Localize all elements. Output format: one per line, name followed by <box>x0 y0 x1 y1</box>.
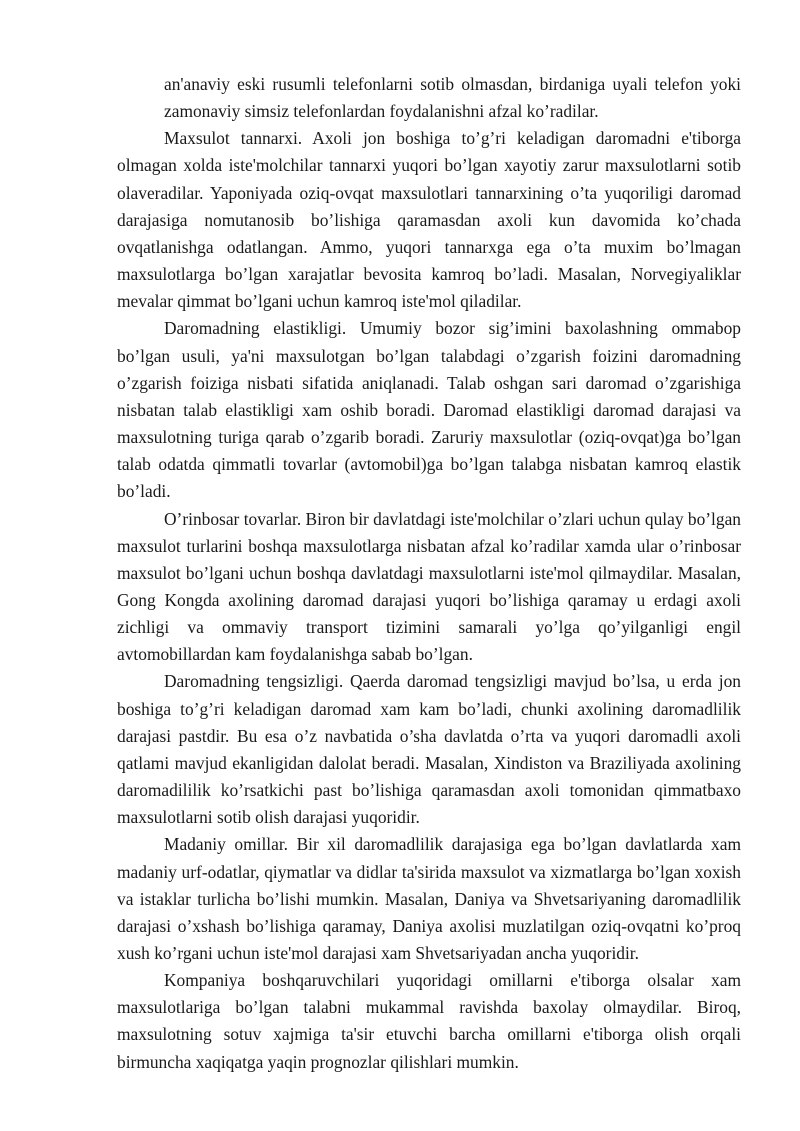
paragraph-cultural-factors: Madaniy omillar. Bir xil daromadlilik darajasiga ega bo’lgan davlatlarda xam madaniy urf-odatlar, qiymatlar va didlar ta'sirida maxsulot va xizmatlarga bo’lgan xoxish va istaklar turlicha bo’lishi mumkin. Masalan, Daniya va Shvetsariyaning daromadlilik darajasi o’xshash bo’lishiga qaramay, Daniya axolisi muzlatilgan oziq-ovqatni ko’proq xush ko’rgani uchun iste'mol darajasi xam Shvetsariyadan ancha yuqoridir. <box>117 834 741 963</box>
paragraph-income-inequality: Daromadning tengsizligi. Qaerda daromad tengsizligi mavjud bo’lsa, u erda jon boshiga to’g’ri keladigan daromad xam kam bo’ladi, chunki axolining daromadlilik darajasi pastdir. Bu esa o’z navbatida o’sha davlatda o’rta va yuqori daromadli axoli qatlami mavjud ekanligidan dalolat beradi. Masalan, Xindiston va Braziliyada axolining daromadililik ko’rsatkichi past bo’lishiga qaramasdan axoli tomonidan qimmatbaxo maxsulotlarni sotib olish darajasi yuqoridir. <box>117 671 741 828</box>
paragraph-conclusion: Kompaniya boshqaruvchilari yuqoridagi omillarni e'tiborga olsalar xam maxsulotlariga bo’lgan talabni mukammal ravishda baxolay olmaydilar. Biroq, maxsulotning sotuv xajmiga ta'sir etuvchi barcha omillarni e'tiborga olish orqali birmuncha xaqiqatga yaqin prognozlar qilishlari mumkin. <box>117 970 741 1072</box>
paragraph-substitute-goods: O’rinbosar tovarlar. Biron bir davlatdagi iste'molchilar o’zlari uchun qulay bo’lgan maxsulot turlarini boshqa maxsulotlarga nisbatan afzal ko’radilar xamda ular o’rinbosar maxsulot bo’lgani uchun boshqa davlatdagi maxsulotlarni iste'mol qilmaydilar. Masalan, Gong Kongda axolining daromad darajasi yuqori bo’lishiga qaramay u erdagi axoli zichligi va ommaviy transport tizimini samarali yo’lga qo’yilganligi engil avtomobillardan kam foydalanishga sabab bo’lgan. <box>117 508 741 665</box>
paragraph-income-elasticity: Daromadning elastikligi. Umumiy bozor sig’imini baxolashning ommabop bo’lgan usuli, ya'ni maxsulotgan bo’lgan talabdagi o’zgarish foizini daromadning o’zgarish foiziga nisbati sifatida aniqlanadi. Talab oshgan sari daromad o’zgarishiga nisbatan talab elastikligi xam oshib boradi. Daromad elastikligi daromad darajasi va maxsulotning turiga qarab o’zgarib boradi. Zaruriy maxsulotlar (oziq-ovqat)ga bo’lgan talab odatda qimmatli tovarlar (avtomobil)ga bo’lgan talabga nisbatan kamroq elastik bo’ladi. <box>117 318 741 502</box>
paragraph-continuation: an'anaviy eski rusumli telefonlarni sotib olmasdan, birdaniga uyali telefon yoki zamonaviy simsiz telefonlardan foydalanishni afzal ko’radilar. <box>164 74 741 122</box>
document-body <box>117 71 741 1076</box>
paragraph-product-cost: Maxsulot tannarxi. Axoli jon boshiga to’g’ri keladigan daromadni e'tiborga olmagan xolda iste'molchilar tannarxi yuqori bo’lgan xayotiy zarur maxsulotlarni sotib olaveradilar. Yaponiyada oziq-ovqat maxsulotlari tannarxining o’ta yuqoriligi daromad darajasiga nomutanosib bo’lishiga qaramasdan axoli kun davomida ko’chada ovqatlanishga odatlangan. Ammo, yuqori tannarxga ega o’ta muxim bo’lmagan maxsulotlarga bo’lgan xarajatlar bevosita kamroq bo’ladi. Masalan, Norvegiyaliklar mevalar qimmat bo’lgani uchun kamroq iste'mol qiladilar. <box>117 128 741 312</box>
